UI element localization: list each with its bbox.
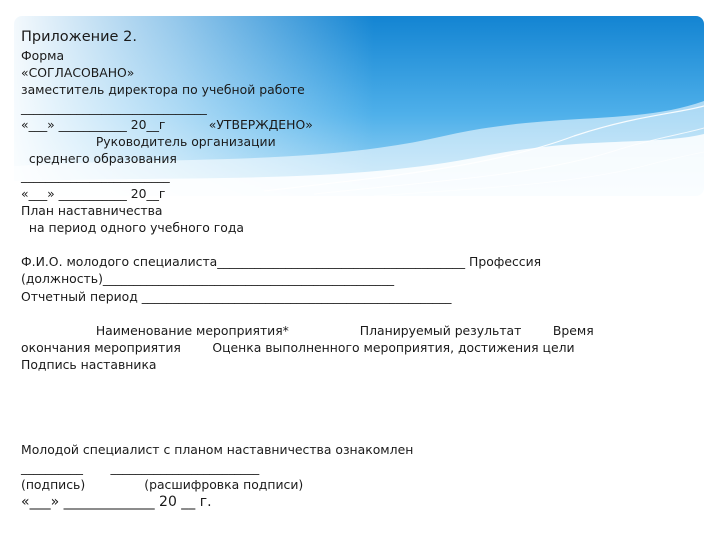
- final-date-line: «___» _____________ 20 __ г.: [21, 494, 212, 511]
- plan-title: План наставничества: [21, 202, 163, 218]
- form-text: [21, 28, 661, 511]
- appendix-title: Приложение 2.: [21, 29, 137, 45]
- date-line-2: «___» ___________ 20__г: [21, 185, 166, 201]
- mentor-signature-label: Подпись наставника: [21, 357, 157, 373]
- plan-period: на период одного учебного года: [21, 220, 244, 236]
- signature-blank-1: ______________________________: [21, 99, 207, 115]
- position-field: (должность)_______________________________________________: [21, 271, 395, 287]
- specialist-name-field: Ф.И.О. молодого специалиста________________________________________ Профессия: [21, 254, 542, 270]
- signature-blank-2: ________________________: [21, 168, 170, 184]
- table-header-line-2: окончания мероприятия Оценка выполненного мероприятия, достижения цели: [21, 340, 575, 356]
- signature-captions: (подпись) (расшифровка подписи): [21, 476, 304, 492]
- reporting-period-field: Отчетный период __________________________________________________: [21, 288, 452, 304]
- signature-blanks: __________ ________________________: [21, 459, 260, 475]
- secondary-education-line: среднего образования: [21, 151, 177, 167]
- date-approved-line: «___» ___________ 20__г «УТВЕРЖДЕНО»: [21, 116, 313, 132]
- acknowledgement-line: Молодой специалист с планом наставничества ознакомлен: [21, 442, 414, 458]
- agreed-heading: «СОГЛАСОВАНО»: [21, 65, 135, 81]
- form-label: Форма: [21, 48, 65, 63]
- deputy-director-line: заместитель директора по учебной работе: [21, 82, 305, 98]
- head-of-organization-line: Руководитель организации: [21, 134, 276, 150]
- table-header-line-1: Наименование мероприятия* Планируемый результат Время: [21, 322, 594, 338]
